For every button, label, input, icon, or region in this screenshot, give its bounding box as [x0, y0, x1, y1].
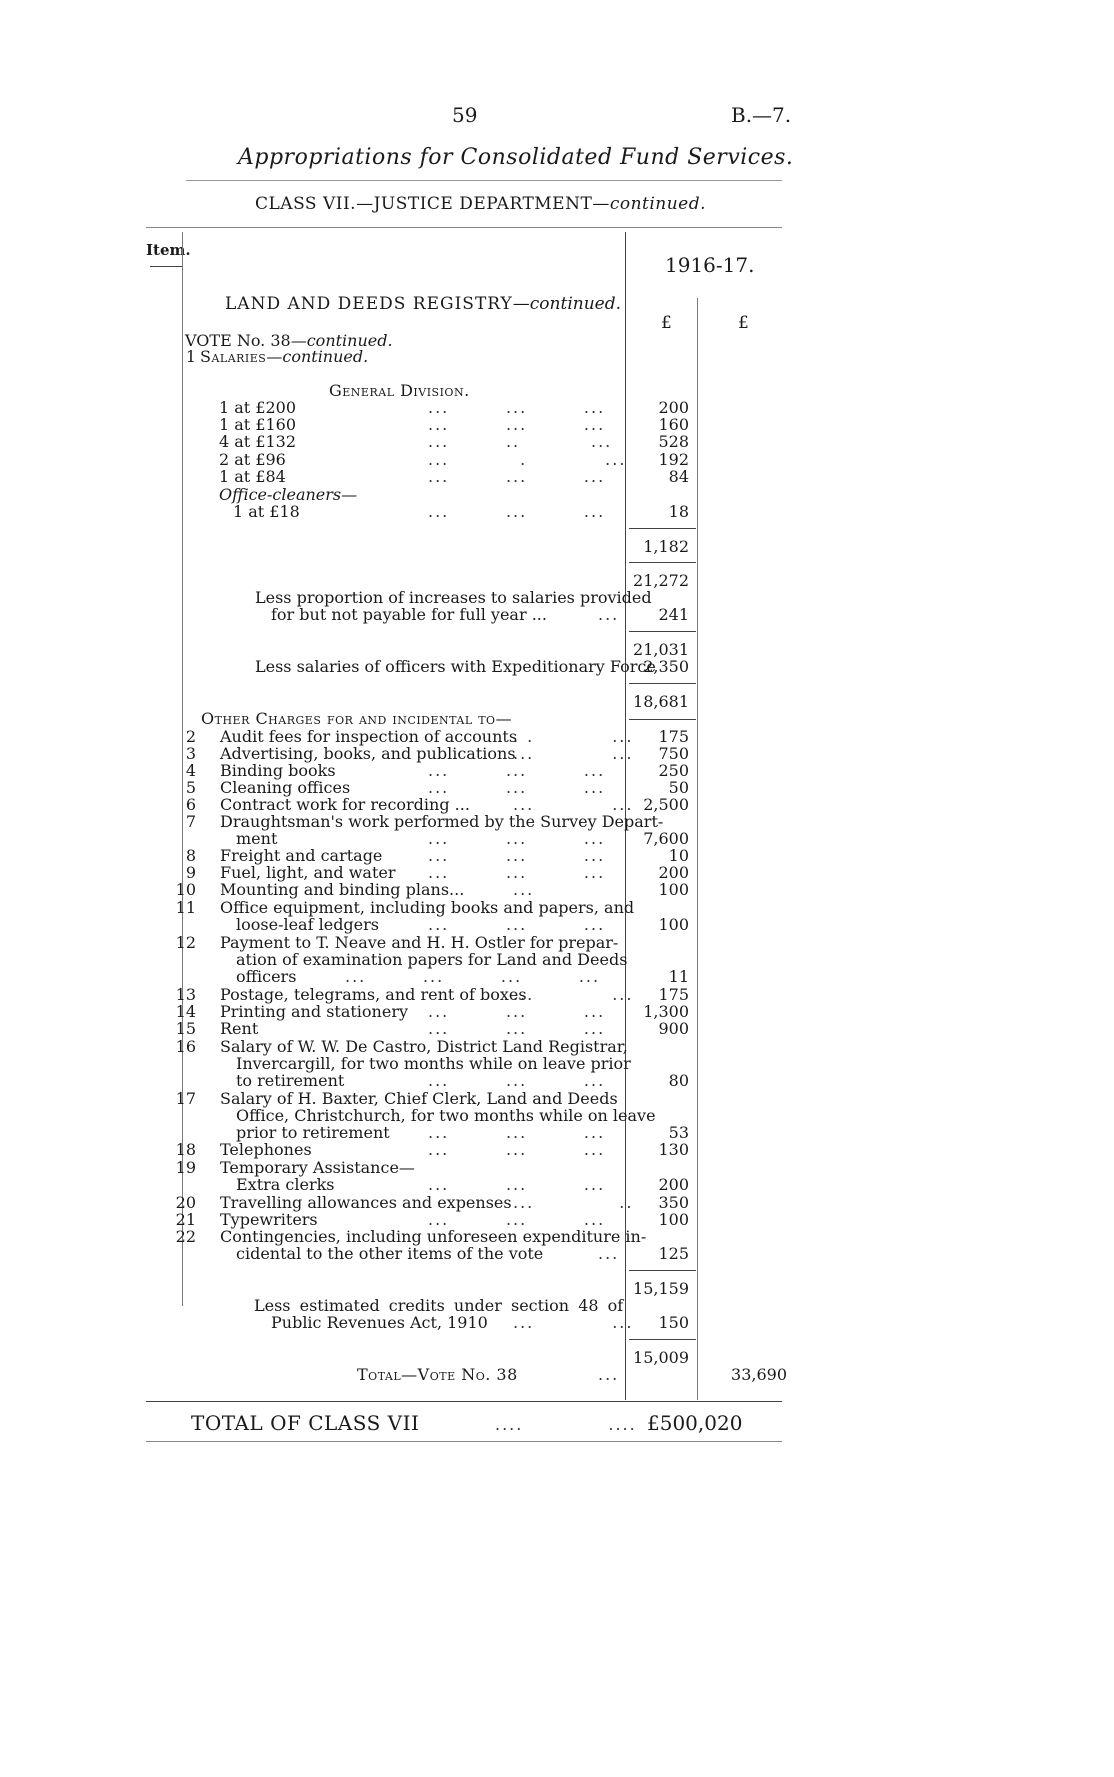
item-number: 21 [175, 1210, 196, 1229]
item-number: 17 [175, 1089, 196, 1108]
charge-amount: 2,500 [643, 795, 689, 814]
charge-line: Rent [220, 1019, 259, 1038]
item-number: 2 [185, 727, 196, 746]
item-header-rule [150, 266, 182, 267]
charge-amount: 100 [658, 880, 689, 899]
salary-grade-amount: 528 [658, 432, 689, 451]
charge-line: Binding books [220, 761, 336, 780]
item-number: 12 [175, 933, 196, 952]
salary-grade-label: 1 at £84 [219, 467, 286, 486]
subtotal-rule [629, 631, 696, 632]
page-title: Appropriations for Consolidated Fund Services. [238, 145, 794, 170]
item-number: 5 [185, 778, 196, 797]
charge-amount: 175 [658, 985, 689, 1004]
charge-line-continued: ment [236, 829, 278, 848]
subtotal-rule [629, 1270, 696, 1271]
charge-line: Cleaning offices [220, 778, 351, 797]
item-number: 22 [175, 1227, 196, 1246]
salary-grade-amount: 84 [668, 467, 689, 486]
subtotal-rule [629, 1339, 696, 1340]
salary-grade-amount: 200 [658, 398, 689, 417]
leader-dots: ... ... ... ... [345, 967, 601, 986]
charge-line: Salary of H. Baxter, Chief Clerk, Land and Deeds [220, 1089, 618, 1108]
other-charges-heading: Other Charges for and incidental to— [201, 709, 513, 728]
less-expeditionary-label: Less salaries of officers with Expeditionary Force [255, 657, 656, 676]
title-rule [186, 180, 782, 181]
charge-line: Contingencies, including unforeseen expenditure in- [220, 1227, 647, 1246]
leader-dots: ... ... [513, 744, 634, 763]
charge-line: Mounting and binding plans... [220, 880, 465, 899]
after-proportion-amount: 21,031 [633, 640, 689, 659]
charge-line: Audit fees for inspection of accounts [220, 727, 518, 746]
salaries-heading-text: Salaries [200, 347, 267, 366]
less-expeditionary-amount: 2,350 [643, 657, 689, 676]
leader-dots: ... ... ... [428, 1140, 606, 1159]
class-heading-text: CLASS VII.—JUSTICE DEPARTMENT [255, 194, 593, 214]
salary-grade-amount: 192 [658, 450, 689, 469]
office-cleaners-heading: Office-cleaners— [219, 485, 358, 504]
header-top-rule [146, 227, 782, 228]
document-reference: B.—7. [731, 103, 792, 127]
total-salaries: 21,272 [633, 571, 689, 590]
leader-dots: ... .. [513, 1193, 634, 1212]
totals-top-rule [146, 1401, 782, 1402]
subtotal-rule [629, 562, 696, 563]
class-heading [255, 194, 706, 214]
salary-grade-label: 1 at £18 [233, 502, 300, 521]
charge-line: Postage, telegrams, and rent of boxes [220, 985, 527, 1004]
leader-dots: ... ... [513, 985, 634, 1004]
charge-amount: 7,600 [643, 829, 689, 848]
charge-line: Salary of W. W. De Castro, District Land Registrar, [220, 1037, 628, 1056]
charge-amount: 53 [668, 1123, 689, 1142]
leader-dots: ... [598, 1244, 620, 1263]
salary-grade-amount: 18 [668, 502, 689, 521]
charge-line-continued: Extra clerks [236, 1175, 335, 1194]
pound-column-1: £ [661, 313, 672, 333]
charge-amount: 100 [658, 915, 689, 934]
general-division-heading: General Division. [329, 381, 470, 400]
charge-line: Fuel, light, and water [220, 863, 396, 882]
total-vote-amount: 33,690 [731, 1365, 787, 1384]
charge-line: Travelling allowances and expenses [220, 1193, 512, 1212]
salaries-heading-suffix: —continued. [266, 347, 369, 366]
less-credits-amount: 150 [658, 1313, 689, 1332]
salary-grade-amount: 160 [658, 415, 689, 434]
item-number: 15 [175, 1019, 196, 1038]
leader-dots: ... ... ... [428, 1071, 606, 1090]
charge-line: Advertising, books, and publications [220, 744, 516, 763]
salary-grade-label: 4 at £132 [219, 432, 297, 451]
other-charges-net: 15,009 [633, 1348, 689, 1367]
charge-amount: 175 [658, 727, 689, 746]
item-number: 19 [175, 1158, 196, 1177]
item-number: 14 [175, 1002, 196, 1021]
general-division-subtotal: 1,182 [643, 537, 689, 556]
salary-grade-label: 2 at £96 [219, 450, 286, 469]
subtotal-rule [629, 683, 696, 684]
item-number: 4 [185, 761, 196, 780]
charge-amount: 1,300 [643, 1002, 689, 1021]
item-number: 3 [185, 744, 196, 763]
charge-line: Printing and stationery [220, 1002, 409, 1021]
charge-line: Office equipment, including books and papers, and [220, 898, 635, 917]
leader-dots: ... ... ... [428, 1175, 606, 1194]
charge-line: Draughtsman's work performed by the Survey Depart- [220, 812, 664, 831]
charge-amount: 750 [658, 744, 689, 763]
leader-dots: ... ... ... [428, 846, 606, 865]
other-charges-rule [629, 719, 696, 720]
item-number: 16 [175, 1037, 196, 1056]
charge-line: Freight and cartage [220, 846, 383, 865]
charge-amount: 900 [658, 1019, 689, 1038]
leader-dots: ... ... ... [428, 415, 606, 434]
pound-column-2: £ [738, 313, 749, 333]
leader-dots: ... ... ... [428, 829, 606, 848]
item-number: 18 [175, 1140, 196, 1159]
charge-amount: 200 [658, 1175, 689, 1194]
section-title-suffix: —continued. [512, 294, 621, 314]
totals-bottom-rule [146, 1441, 782, 1442]
charge-line-continued: officers [236, 967, 297, 986]
vote-heading-suffix: —continued. [290, 331, 393, 350]
year-column-header: 1916-17. [665, 253, 755, 277]
leader-dots: . . ... [513, 727, 634, 746]
leader-dots: ... ... ... [428, 1002, 606, 1021]
leader-dots: ... ... ... [428, 467, 606, 486]
charge-line: Temporary Assistance— [220, 1158, 415, 1177]
charge-line-continued: to retirement [236, 1071, 345, 1090]
charge-amount: 250 [658, 761, 689, 780]
charge-amount: 125 [658, 1244, 689, 1263]
leader-dots: ... ... ... [428, 398, 606, 417]
other-charges-subtotal: 15,159 [633, 1279, 689, 1298]
charge-line-continued: ation of examination papers for Land and Deeds [236, 950, 628, 969]
leader-dots: ... .. ... [428, 432, 613, 451]
leader-dots: .... .... [495, 1415, 637, 1434]
leader-dots: ... ... ... [428, 778, 606, 797]
charge-amount: 10 [668, 846, 689, 865]
less-credits-line-1: Less estimated credits under section 48 of [254, 1296, 624, 1315]
total-class-amount: £500,020 [647, 1411, 743, 1435]
leader-dots: ... ... ... [428, 1210, 606, 1229]
less-proportion-line-1: Less proportion of increases to salaries provided [255, 588, 652, 607]
item-number: 9 [185, 863, 196, 882]
section-title-text: LAND AND DEEDS REGISTRY [225, 294, 513, 314]
leader-dots: ... ... ... [428, 761, 606, 780]
charge-line: Contract work for recording ... [220, 795, 470, 814]
charge-amount: 130 [658, 1140, 689, 1159]
item-number: 13 [175, 985, 196, 1004]
leader-dots: ... ... [513, 795, 634, 814]
page-number: 59 [452, 103, 478, 127]
charge-line-continued: prior to retirement [236, 1123, 390, 1142]
section-title [225, 294, 621, 314]
charge-line-continued: Office, Christchurch, for two months while on leave [236, 1106, 656, 1125]
leader-dots: ... ... ... [428, 502, 606, 521]
item-number: 10 [175, 880, 196, 899]
item-number: 1 [185, 347, 196, 366]
charge-amount: 50 [668, 778, 689, 797]
leader-dots: ... ... ... [428, 863, 606, 882]
charge-amount: 350 [658, 1193, 689, 1212]
salary-grade-label: 1 at £200 [219, 398, 297, 417]
charge-amount: 11 [668, 967, 689, 986]
item-number: 11 [175, 898, 196, 917]
charge-line: Payment to T. Neave and H. H. Ostler for prepar- [220, 933, 619, 952]
charge-line: Typewriters [220, 1210, 318, 1229]
charge-line-continued: Invercargill, for two months while on leave prior [236, 1054, 631, 1073]
less-credits-line-2: Public Revenues Act, 1910 [271, 1313, 488, 1332]
less-proportion-line-2: for but not payable for full year ... [271, 605, 547, 624]
leader-dots: ... [513, 880, 535, 899]
item-column-header: Item. [146, 241, 191, 259]
net-salaries-amount: 18,681 [633, 692, 689, 711]
salaries-heading [200, 347, 368, 366]
item-number: 8 [185, 846, 196, 865]
charge-line: Telephones [220, 1140, 312, 1159]
leader-dots: ... [598, 605, 620, 624]
total-column-divider [697, 298, 698, 1400]
total-vote-label: Total—Vote No. 38 [357, 1365, 518, 1384]
charge-amount: 100 [658, 1210, 689, 1229]
item-number: 7 [185, 812, 196, 831]
leader-dots: ... ... ... [428, 1019, 606, 1038]
total-class-label: TOTAL OF CLASS VII [191, 1411, 420, 1435]
less-proportion-amount: 241 [658, 605, 689, 624]
item-number: 20 [175, 1193, 196, 1212]
leader-dots: ... ... ... [428, 1123, 606, 1142]
class-heading-suffix: —continued. [592, 194, 707, 214]
charge-line-continued: loose-leaf ledgers [236, 915, 379, 934]
item-number: 6 [185, 795, 196, 814]
charge-line-continued: cidental to the other items of the vote [236, 1244, 544, 1263]
vote-heading-text: VOTE No. 38 [185, 331, 291, 350]
salary-grade-label: 1 at £160 [219, 415, 297, 434]
charge-amount: 80 [668, 1071, 689, 1090]
leader-dots: ... ... ... [428, 915, 606, 934]
subtotal-rule [629, 528, 696, 529]
leader-dots: ... . ... [428, 450, 627, 469]
leader-dots: ... [598, 1365, 620, 1384]
leader-dots: ... ... [513, 1313, 634, 1332]
charge-amount: 200 [658, 863, 689, 882]
